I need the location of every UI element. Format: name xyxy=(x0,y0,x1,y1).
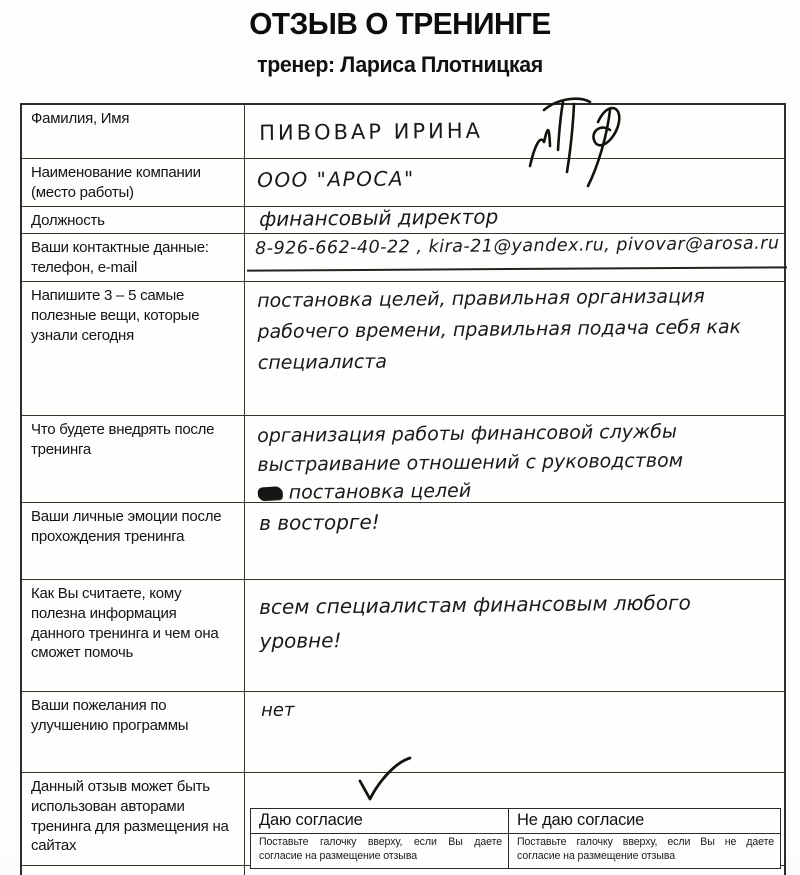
row-label: Ваши контактные данные: телефон, e-mail xyxy=(22,234,245,281)
handwritten-will-implement xyxy=(257,418,683,508)
handwriting-line: ПИВОВАР ИРИНА xyxy=(259,118,484,145)
row-value xyxy=(245,234,784,281)
row-value xyxy=(245,866,784,875)
table-row-suggestions xyxy=(22,692,784,773)
scribbled-out-word xyxy=(257,486,282,500)
row-label: Фамилия, Имя xyxy=(22,105,245,158)
row-value xyxy=(245,692,784,772)
row-label: Что будете внедрять после тренинга xyxy=(22,416,245,502)
row-label: Ваши личные эмоции после прохождения тренинга xyxy=(22,503,245,579)
table-row-partial xyxy=(22,866,784,875)
consent-disagree-note: Поставьте галочку вверху, если Вы не даете согласие на размещение отзыва xyxy=(517,835,774,862)
row-value xyxy=(245,282,784,415)
consent-agree-note: Поставьте галочку вверху, если Вы даете согласие на размещение отзыва xyxy=(259,835,502,862)
table-row-contacts xyxy=(22,234,784,282)
handwritten-useful-things xyxy=(257,281,742,378)
table-row-emotions xyxy=(22,503,784,580)
handwritten-who-benefits xyxy=(259,585,691,658)
form-header xyxy=(0,6,800,78)
handwriting-line: уровне! xyxy=(259,628,342,653)
table-row-position xyxy=(22,204,784,235)
consent-agree-cell xyxy=(251,809,509,868)
handwriting-line: 8-926-662-40-22 , kira-21@yandex.ru, pivovar@arosa.ru xyxy=(255,233,780,260)
handwritten-contacts xyxy=(255,234,780,259)
feedback-table xyxy=(20,103,786,875)
row-value xyxy=(245,204,784,234)
handwritten-position xyxy=(259,204,498,231)
row-label xyxy=(22,866,245,875)
handwriting-line: финансовый директор xyxy=(259,204,499,231)
row-value xyxy=(245,580,784,691)
handwriting-line: постановка целей, правильная организация xyxy=(257,285,705,312)
consent-agree-header: Даю согласие xyxy=(251,809,508,834)
table-row-consent xyxy=(22,773,784,866)
handwriting-line: нет xyxy=(261,699,295,721)
consent-disagree-cell xyxy=(509,809,780,868)
row-label: Ваши пожелания по улучшению программы xyxy=(22,692,245,772)
handwriting-line: всем специалистам финансовым любого xyxy=(259,590,691,619)
row-value xyxy=(245,159,784,206)
handwriting-line: выстраивание отношений с руководством xyxy=(257,449,684,476)
trainer-subtitle: тренер: Лариса Плотницкая xyxy=(257,52,543,77)
row-label: Как Вы считаете, кому полезна информация данного тренинга и чем она сможет помочь xyxy=(22,580,245,691)
row-value xyxy=(245,105,784,158)
handwriting-line: организация работы финансовой службы xyxy=(257,420,678,447)
row-label: Данный отзыв может быть использован авторами тренинга для размещения на сайтах xyxy=(22,773,245,865)
handwriting-line: рабочего времени, правильная подача себя как xyxy=(257,315,742,343)
table-row-name xyxy=(22,105,784,159)
row-value xyxy=(245,503,784,579)
handwriting-line: специалиста xyxy=(257,350,388,374)
handwritten-suggestions xyxy=(261,700,295,721)
table-row-company xyxy=(22,159,784,207)
table-row-useful-things xyxy=(22,282,784,416)
row-label: Напишите 3 – 5 самые полезные вещи, которые узнали сегодня xyxy=(22,282,245,415)
row-label: Должность xyxy=(22,207,245,234)
handwriting-line: ООО "АРОСА" xyxy=(257,166,415,192)
consent-table xyxy=(250,808,781,869)
handwritten-emotions xyxy=(259,510,380,535)
handwritten-company xyxy=(257,166,415,192)
handwriting-line: в восторге! xyxy=(259,509,380,535)
handwriting-text: постановка целей xyxy=(288,479,472,504)
row-value xyxy=(245,773,784,865)
consent-disagree-header: Не даю согласие xyxy=(509,809,780,834)
row-value xyxy=(245,416,784,502)
handwritten-name xyxy=(259,119,483,145)
table-row-who-benefits xyxy=(22,580,784,692)
row-label: Наименование компании (место работы) xyxy=(22,159,245,206)
page-title: ОТЗЫВ О ТРЕНИНГЕ xyxy=(249,6,551,41)
table-row-will-implement xyxy=(22,416,784,503)
pen-underline xyxy=(247,267,787,272)
